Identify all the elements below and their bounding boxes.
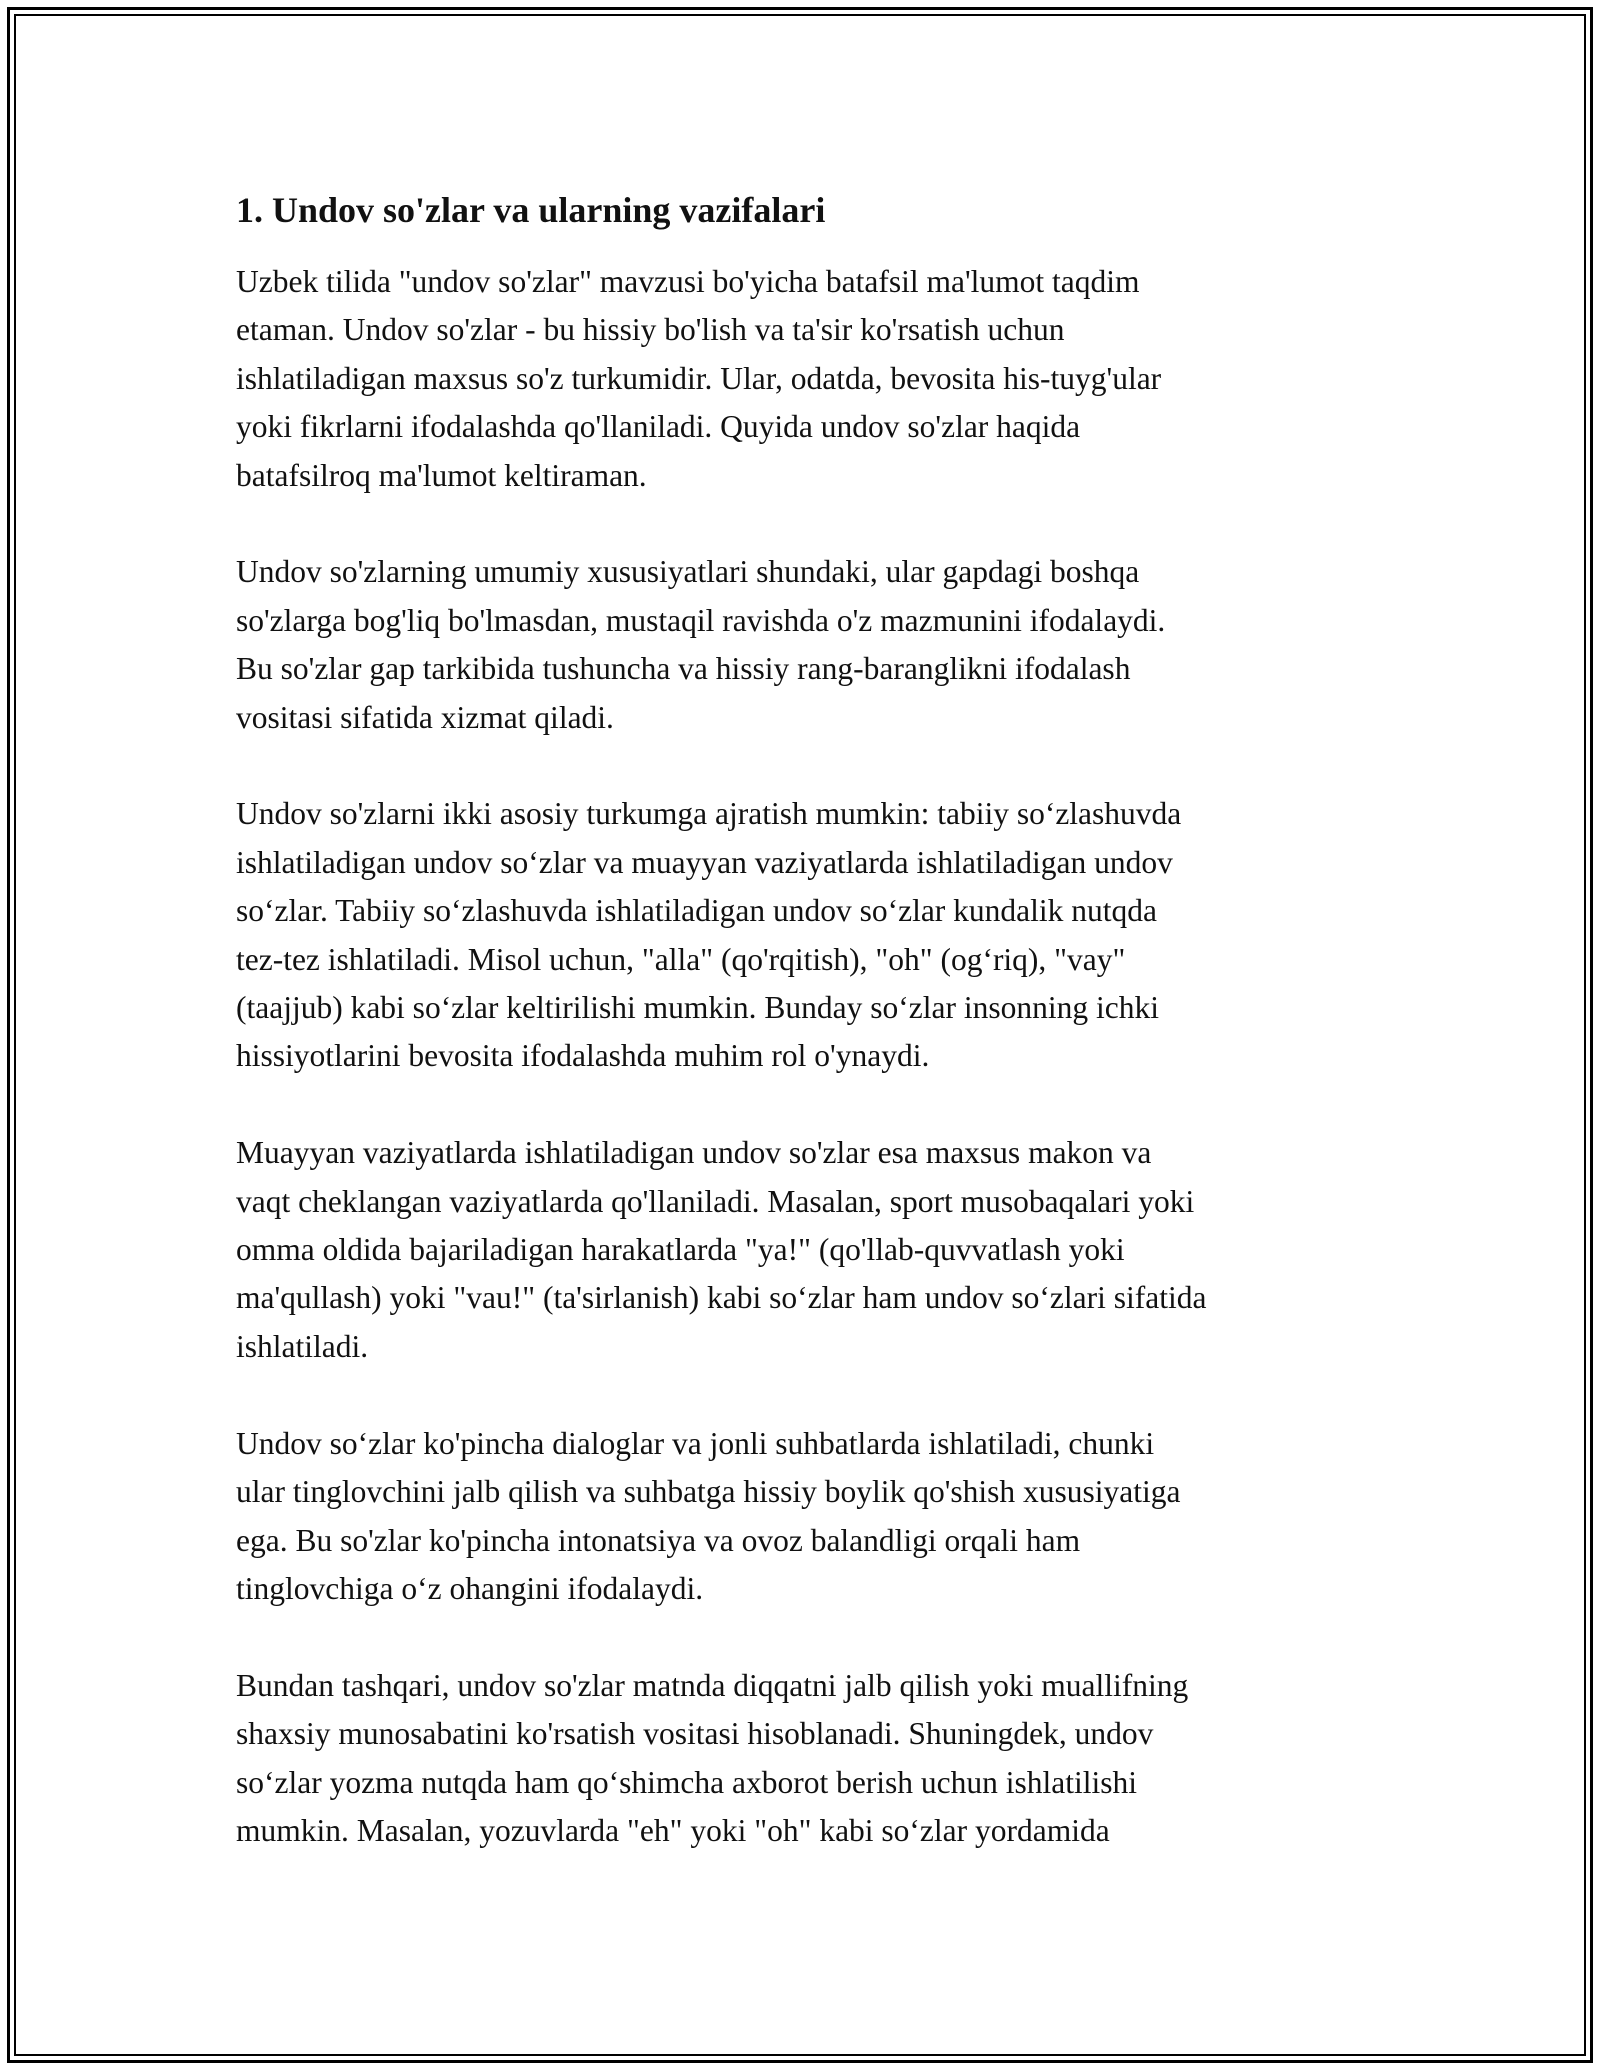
paragraph-line: soʻzlar. Tabiiy soʻzlashuvda ishlatiladigan undov soʻzlar kundalik nutqda: [236, 893, 1158, 929]
paragraph: [236, 1129, 1386, 1371]
paragraph-line: batafsilroq ma'lumot keltiraman.: [236, 457, 647, 493]
paragraph-line: vositasi sifatida xizmat qiladi.: [236, 699, 614, 735]
paragraph: [236, 1662, 1386, 1856]
paragraph-line: Undov so'zlarni ikki asosiy turkumga ajratish mumkin: tabiiy soʻzlashuvda: [236, 796, 1182, 832]
paragraph-line: etaman. Undov so'zlar - bu hissiy bo'lish va ta'sir ko'rsatish uchun: [236, 312, 1065, 348]
paragraph-line: mumkin. Masalan, yozuvlarda "eh" yoki "oh" kabi soʻzlar yordamida: [236, 1812, 1110, 1848]
paragraph-line: Muayyan vaziyatlarda ishlatiladigan undov so'zlar esa maxsus makon va: [236, 1135, 1152, 1171]
paragraph-line: vaqt cheklangan vaziyatlarda qo'llaniladi. Masalan, sport musobaqalari yoki: [236, 1183, 1195, 1219]
paragraph-list: [236, 258, 1386, 1855]
paragraph-line: ishlatiladigan undov soʻzlar va muayyan vaziyatlarda ishlatiladigan undov: [236, 844, 1173, 880]
paragraph-line: hissiyotlarini bevosita ifodalashda muhim rol o'ynaydi.: [236, 1038, 930, 1074]
document-title: 1. Undov so'zlar va ularning vazifalari: [236, 190, 826, 230]
paragraph-line: tez-tez ishlatiladi. Misol uchun, "alla" (qo'rqitish), "oh" (ogʻriq), "vay": [236, 941, 1126, 977]
paragraph-line: Undov so'zlarning umumiy xususiyatlari shundaki, ular gapdagi boshqa: [236, 554, 1140, 590]
paragraph-line: Uzbek tilida "undov so'zlar" mavzusi bo'yicha batafsil ma'lumot taqdim: [236, 264, 1140, 299]
paragraph-line: ular tinglovchini jalb qilish va suhbatga hissiy boylik qo'shish xususiyatiga: [236, 1474, 1181, 1510]
paragraph-line: soʻzlar yozma nutqda ham qoʻshimcha axborot berish uchun ishlatilishi: [236, 1764, 1138, 1800]
paragraph-line: tinglovchiga oʻz ohangini ifodalaydi.: [236, 1570, 704, 1606]
paragraph-line: so'zlarga bog'liq bo'lmasdan, mustaqil ravishda o'z mazmunini ifodalaydi.: [236, 602, 1166, 638]
paragraph-line: Bu so'zlar gap tarkibida tushuncha va hissiy rang-baranglikni ifodalash: [236, 651, 1131, 687]
paragraph: [236, 790, 1386, 1080]
document-body: [236, 188, 1386, 1904]
paragraph: [236, 548, 1386, 742]
paragraph: [236, 1420, 1386, 1614]
paragraph-line: yoki fikrlarni ifodalashda qo'llaniladi. Quyida undov so'zlar haqida: [236, 409, 1081, 445]
paragraph-line: ishlatiladi.: [236, 1328, 369, 1364]
paragraph-line: (taajjub) kabi soʻzlar keltirilishi mumkin. Bunday soʻzlar insonning ichki: [236, 990, 1159, 1026]
paragraph-line: shaxsiy munosabatini ko'rsatish vositasi hisoblanadi. Shuningdek, undov: [236, 1716, 1154, 1752]
paragraph-line: Bundan tashqari, undov so'zlar matnda diqqatni jalb qilish yoki muallifning: [236, 1667, 1189, 1703]
paragraph-line: ishlatiladigan maxsus so'z turkumidir. Ular, odatda, bevosita his-tuyg'ular: [236, 360, 1162, 396]
paragraph-line: Undov soʻzlar ko'pincha dialoglar va jonli suhbatlarda ishlatiladi, chunki: [236, 1425, 1155, 1461]
paragraph: [236, 258, 1386, 500]
paragraph-line: omma oldida bajariladigan harakatlarda "ya!" (qo'llab-quvvatlash yoki: [236, 1232, 1125, 1268]
paragraph-line: ma'qullash) yoki "vau!" (ta'sirlanish) kabi soʻzlar ham undov soʻzlari sifatida: [236, 1280, 1207, 1316]
paragraph-line: ega. Bu so'zlar ko'pincha intonatsiya va ovoz balandligi orqali ham: [236, 1522, 1081, 1558]
